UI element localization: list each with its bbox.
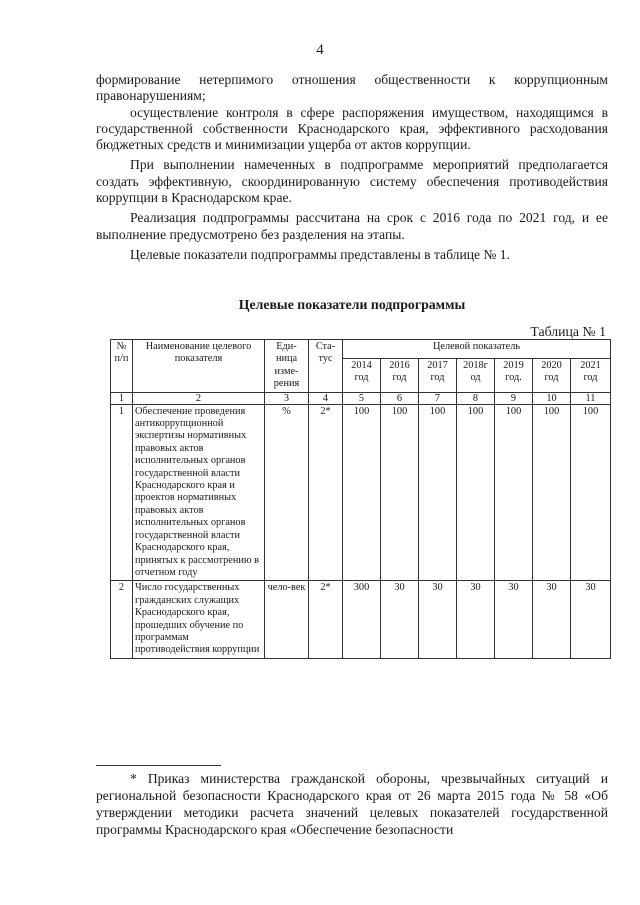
row-value: 100 xyxy=(457,404,495,581)
paragraph: Реализация подпрограммы рассчитана на срок с 2016 года по 2021 год, и ее выполнение предусмотрено без разделения на этапы. xyxy=(96,210,608,242)
table-title: Целевые показатели подпрограммы xyxy=(238,297,466,312)
indicators-table xyxy=(110,339,611,659)
row-unit: % xyxy=(265,404,309,581)
header-status: Ста-тус xyxy=(309,340,343,393)
row-value: 100 xyxy=(419,404,457,581)
header-year: 2016 год xyxy=(381,358,419,392)
column-number: 1 xyxy=(111,392,133,404)
paragraph: осуществление контроля в сфере распоряжения имуществом, находящимся в государственной собственности Краснодарского края, эффективного расходования бюджетных средств и минимизации ущерба от актов коррупции. xyxy=(96,104,608,153)
column-number: 4 xyxy=(309,392,343,404)
header-year: 2017 год xyxy=(419,358,457,392)
paragraph: При выполнении намеченных в подпрограмме мероприятий предполагается создать эффективную, скоординированную систему обеспечения противодействия коррупции в Краснодарском крае. xyxy=(96,157,608,206)
header-year: 2020 год xyxy=(533,358,571,392)
paragraph: Целевые показатели подпрограммы представлены в таблице № 1. xyxy=(130,246,510,262)
page-number: 4 xyxy=(316,42,324,58)
row-value: 100 xyxy=(533,404,571,581)
row-num: 2 xyxy=(111,581,133,658)
row-value: 30 xyxy=(419,581,457,658)
column-number: 11 xyxy=(571,392,611,404)
footnote: * Приказ министерства гражданской обороны, чрезвычайных ситуаций и региональной безопасности Краснодарского края от 26 марта 2015 года № 58 «Об утверждении методики расчета значений целевых показателей государственной программы Краснодарского края «Обеспечение безопасности xyxy=(96,771,608,837)
header-year: 2019 год. xyxy=(495,358,533,392)
row-value: 30 xyxy=(571,581,611,658)
body-text xyxy=(96,72,608,263)
column-number: 8 xyxy=(457,392,495,404)
paragraph: формирование нетерпимого отношения общественности к коррупционным правонарушениям; xyxy=(96,72,608,104)
row-value: 300 xyxy=(343,581,381,658)
row-status: 2* xyxy=(309,404,343,581)
column-number: 5 xyxy=(343,392,381,404)
table-number: Таблица № 1 xyxy=(530,324,606,339)
row-value: 100 xyxy=(381,404,419,581)
column-number: 2 xyxy=(133,392,265,404)
row-value: 30 xyxy=(495,581,533,658)
header-year: 2014 год xyxy=(343,358,381,392)
table-row xyxy=(111,581,611,658)
column-number: 3 xyxy=(265,392,309,404)
header-unit: Еди-ница изме-рения xyxy=(265,340,309,393)
table-header-row xyxy=(111,340,611,359)
header-num: № п/п xyxy=(111,340,133,393)
header-target: Целевой показатель xyxy=(343,340,611,359)
row-name: Число государственных гражданских служащих Краснодарского края, прошедших обучение по программам противодействия коррупции xyxy=(133,581,265,658)
column-numbers-row xyxy=(111,392,611,404)
header-year: 2018г од xyxy=(457,358,495,392)
header-year: 2021 год xyxy=(571,358,611,392)
footnote-divider xyxy=(96,765,221,766)
row-value: 30 xyxy=(381,581,419,658)
row-value: 30 xyxy=(533,581,571,658)
row-num: 1 xyxy=(111,404,133,581)
column-number: 9 xyxy=(495,392,533,404)
column-number: 7 xyxy=(419,392,457,404)
row-value: 30 xyxy=(457,581,495,658)
row-value: 100 xyxy=(343,404,381,581)
row-value: 100 xyxy=(571,404,611,581)
row-status: 2* xyxy=(309,581,343,658)
column-number: 6 xyxy=(381,392,419,404)
row-value: 100 xyxy=(495,404,533,581)
table-row xyxy=(111,404,611,581)
row-name: Обеспечение проведения антикоррупционной экспертизы нормативных правовых актов исполнительных органов государственной власти Краснодарского края и проектов нормативных правовых актов исполнительных органов государственной власти Краснодарского края, принятых к рассмотрению в отчетном году xyxy=(133,404,265,581)
header-name: Наименование целевого показателя xyxy=(133,340,265,393)
row-unit: чело-век xyxy=(265,581,309,658)
column-number: 10 xyxy=(533,392,571,404)
